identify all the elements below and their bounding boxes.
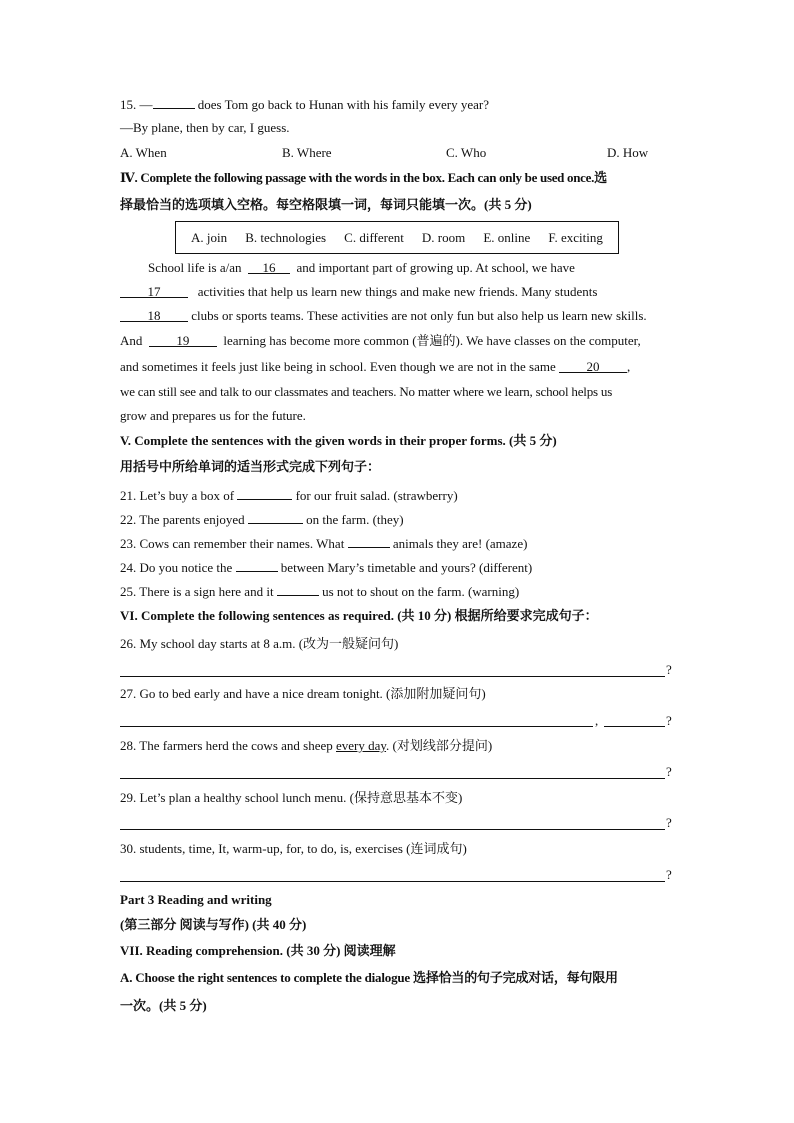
word-box [175,221,619,254]
q22-blank [248,511,303,524]
word-box-item: F. exciting [548,229,603,245]
q15-option-c: C. Who [446,145,487,160]
q28-text: . (对划线部分提问) [386,738,493,753]
q23 [120,535,675,552]
section4-title-line2: 择最恰当的选项填入空格。每空格限填一词，每词只能填一次。(共 5 分) [120,197,532,212]
section6-title: VI. Complete the following sentences as required. (共 10 分) 根据所给要求完成句子： [120,608,598,623]
passage-text: and important part of growing up. At school, we have [296,260,575,275]
blank-18: 18 [120,309,188,322]
blank-19: 19 [149,334,217,347]
q30-question-mark: ? [666,867,672,882]
passage-text: , [627,359,631,374]
q27-comma: , [595,713,599,728]
passage-text: clubs or sports teams. These activities are not only fun but also help us learn new skills. [191,308,647,323]
q21-blank [237,487,292,500]
q28-prompt [120,738,675,754]
passage-line7: grow and prepares us for the future. [120,408,306,423]
passage-line4 [120,333,675,349]
q28-question-mark: ? [666,764,672,779]
q30-prompt: 30. students, time, It, warm-up, for, to do, is, exercises (连词成句) [120,841,467,856]
word-box-item: A. join [191,229,228,245]
q25-text: us not to shout on the farm. (warning) [322,584,520,599]
q15-text: does Tom go back to Hunan with his family every year? [194,97,490,112]
passage-line5 [120,359,675,375]
passage-line1 [148,260,675,276]
q24-text: between Mary’s timetable and yours? (different) [280,560,533,575]
q29-answer-line [120,829,665,830]
q27-answer-line [120,726,593,727]
word-box-item: C. different [344,229,404,245]
q15-line2: —By plane, then by car, I guess. [120,120,290,135]
word-box-item: E. online [483,229,531,245]
passage-text: activities that help us learn new things and make new friends. Many students [197,284,598,299]
q26-prompt: 26. My school day starts at 8 a.m. (改为一般疑问句) [120,636,399,651]
section5-title-line2: 用括号中所给单词的适当形式完成下列句子： [120,459,381,474]
q21-text: for our fruit salad. (strawberry) [295,488,458,503]
q24-blank [236,559,278,572]
q27-tag-answer-line [604,726,665,727]
blank-16: 16 [248,261,290,274]
q27-question-mark: ? [666,713,672,728]
blank-20: 20 [559,360,627,373]
q15-option-d: D. How [607,145,649,160]
word-box-item: D. room [421,229,466,245]
q21-text: 21. Let’s buy a box of [120,488,235,503]
section4-title-line1: Ⅳ. Complete the following passage with the words in the box. Each can only be used once.选 [120,170,607,185]
q24 [120,559,675,576]
blank-17: 17 [120,285,188,298]
passage-text: School life is a/an [148,260,242,275]
section5-title-line1: V. Complete the sentences with the given words in their proper forms. (共 5 分) [120,433,557,448]
q30-answer-line [120,881,665,882]
passage-line6: we can still see and talk to our classmates and teachers. No matter where we learn, school helps us [120,384,613,399]
q23-text: animals they are! (amaze) [392,536,528,551]
q22-text: on the farm. (they) [306,512,404,527]
passage-line3 [120,308,675,324]
q25 [120,583,675,600]
q23-text: 23. Cows can remember their names. What [120,536,345,551]
word-box-item: B. technologies [245,229,327,245]
q22-text: 22. The parents enjoyed [120,512,245,527]
q23-blank [348,535,390,548]
q24-text: 24. Do you notice the [120,560,233,575]
q21 [120,487,675,504]
q15-blank [153,96,195,109]
q28-answer-line [120,778,665,779]
q15-line1 [120,96,675,113]
section7a-title-line2: 一次。(共 5 分) [120,998,207,1013]
q15-option-a: A. When [120,145,167,160]
q25-blank [277,583,319,596]
part3-title: Part 3 Reading and writing [120,892,272,907]
section7-title: VII. Reading comprehension. (共 30 分) 阅读理解 [120,943,396,958]
section7a-title-line1: A. Choose the right sentences to complete the dialogue 选择恰当的句子完成对话，每句限用 [120,970,618,985]
q15-prefix: 15. — [120,97,153,112]
q29-prompt: 29. Let’s plan a healthy school lunch menu. (保持意思基本不变) [120,790,463,805]
q29-question-mark: ? [666,815,672,830]
q28-underlined: every day [336,738,387,753]
passage-text: learning has become more common (普遍的). We have classes on the computer, [223,333,641,348]
passage-text: And [120,333,143,348]
q27-prompt: 27. Go to bed early and have a nice dream tonight. (添加附加疑问句) [120,686,486,701]
q22 [120,511,675,528]
q26-answer-line [120,676,665,677]
part3-subtitle: (第三部分 阅读与写作) (共 40 分) [120,917,307,932]
passage-text: and sometimes it feels just like being in school. Even though we are not in the same [120,359,556,374]
passage-line2 [120,284,675,300]
q25-text: 25. There is a sign here and it [120,584,274,599]
q15-option-b: B. Where [282,145,332,160]
q26-question-mark: ? [666,662,672,677]
q28-text: 28. The farmers herd the cows and sheep [120,738,336,753]
